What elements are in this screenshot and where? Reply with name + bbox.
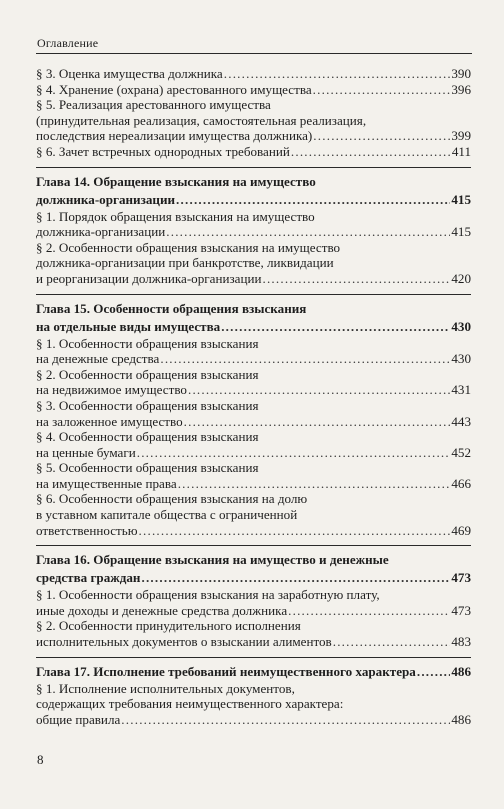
toc-page-number: 415	[451, 191, 471, 207]
toc-line	[36, 618, 471, 634]
toc-page-number: 431	[451, 382, 471, 398]
toc-line	[36, 271, 471, 287]
toc-chapter-title	[36, 551, 471, 587]
toc-line-text: ответственностью	[36, 522, 138, 538]
toc-page-number: 473	[451, 602, 471, 618]
toc-page-number: 430	[451, 318, 471, 334]
dot-leader	[221, 318, 450, 336]
toc-line	[36, 209, 471, 225]
dot-leader	[188, 382, 450, 398]
toc-chapter-title	[36, 300, 471, 336]
page-number: 8	[37, 752, 44, 767]
toc-line-text: на имущественные права	[36, 475, 177, 491]
toc-line-text: § 3. Особенности обращения взыскания	[36, 397, 259, 413]
toc-page-number: 430	[451, 351, 471, 367]
toc-line-text: § 4. Хранение (охрана) арестованного имущества	[36, 81, 312, 97]
toc-line	[36, 224, 471, 240]
toc-line	[36, 569, 471, 587]
toc-page-number: 443	[451, 413, 471, 429]
toc-entry	[36, 398, 471, 429]
toc-line	[36, 173, 471, 191]
toc-line-text: § 2. Особенности обращения взыскания	[36, 366, 259, 382]
toc-line	[36, 445, 471, 461]
toc-line	[36, 491, 471, 507]
dot-leader	[333, 634, 451, 650]
toc-line	[36, 712, 471, 728]
toc-line-text: Глава 16. Обращение взыскания на имущество и денежные	[36, 552, 389, 568]
toc-page-number: 486	[451, 711, 471, 727]
toc-page-number: 390	[451, 66, 471, 81]
toc-line-text: § 6. Особенности обращения взыскания на долю	[36, 491, 308, 507]
toc-line-text: § 5. Особенности обращения взыскания	[36, 460, 259, 476]
dot-leader	[176, 191, 450, 209]
toc-line-text: на ценные бумаги	[36, 444, 136, 460]
toc-line	[36, 587, 471, 603]
toc-line-text: на отдельные виды имущества	[36, 318, 221, 334]
toc-line	[36, 663, 471, 681]
toc-line	[36, 507, 471, 523]
toc-entry	[36, 618, 471, 649]
toc-entry	[36, 82, 471, 98]
toc-line-text: § 3. Оценка имущества должника	[36, 66, 223, 81]
toc-entry	[36, 144, 471, 160]
table-of-contents	[36, 66, 471, 734]
toc-line	[36, 318, 471, 336]
toc-line	[36, 398, 471, 414]
toc-line-text: иные доходы и денежные средства должника	[36, 602, 288, 618]
toc-line-text: содержащих требования неимущественного характера:	[36, 696, 344, 712]
toc-entry	[36, 491, 471, 538]
toc-line-text: (принудительная реализация, самостоятельная реализация,	[36, 112, 367, 128]
toc-line-text: должника-организации	[36, 191, 176, 207]
toc-line	[36, 300, 471, 318]
toc-line	[36, 255, 471, 271]
toc-line	[36, 367, 471, 383]
toc-entry	[36, 681, 471, 728]
toc-entry	[36, 66, 471, 82]
dot-leader	[137, 445, 451, 461]
dot-leader	[166, 224, 450, 240]
toc-line-text: на денежные средства	[36, 351, 160, 367]
dot-leader	[178, 476, 451, 492]
toc-line-text: средства граждан	[36, 570, 141, 586]
toc-line-text: и реорганизации должника-организации	[36, 270, 262, 286]
toc-page-number: 396	[451, 81, 471, 97]
toc-line	[36, 144, 471, 160]
dot-leader	[262, 271, 450, 287]
toc-entry	[36, 209, 471, 240]
toc-chapter-title	[36, 173, 471, 209]
dot-leader	[291, 144, 451, 160]
toc-line	[36, 82, 471, 98]
toc-line-text: § 1. Особенности обращения взыскания	[36, 335, 259, 351]
toc-line	[36, 113, 471, 129]
toc-page-number: 399	[451, 128, 471, 144]
toc-entry	[36, 336, 471, 367]
toc-line-text: в уставном капитале общества с ограниченной	[36, 507, 298, 523]
toc-page-number: 420	[451, 270, 471, 286]
dot-leader	[184, 414, 451, 430]
toc-line	[36, 351, 471, 367]
toc-line	[36, 696, 471, 712]
toc-page-number: 483	[451, 634, 471, 650]
toc-line-text: § 4. Особенности обращения взыскания	[36, 429, 259, 445]
dot-leader	[417, 663, 451, 681]
toc-entry	[36, 367, 471, 398]
toc-entry	[36, 460, 471, 491]
toc-line	[36, 460, 471, 476]
toc-line	[36, 336, 471, 352]
toc-line-text: на заложенное имущество	[36, 413, 183, 429]
dot-leader	[224, 66, 451, 82]
dot-leader	[288, 603, 450, 619]
toc-line	[36, 66, 471, 82]
toc-entry	[36, 429, 471, 460]
toc-entry	[36, 97, 471, 144]
toc-line-text: Глава 15. Особенности обращения взыскания	[36, 300, 307, 316]
toc-line	[36, 414, 471, 430]
toc-page-number: 473	[451, 570, 471, 586]
toc-line-text: § 1. Исполнение исполнительных документов,	[36, 680, 295, 696]
toc-line-text: общие правила	[36, 711, 121, 727]
dot-leader	[121, 712, 450, 728]
toc-line-text: на недвижимое имущество	[36, 382, 187, 398]
dot-leader	[313, 128, 450, 144]
toc-line-text: должника-организации при банкротстве, ликвидации	[36, 255, 334, 271]
toc-chapter	[36, 167, 471, 287]
toc-line	[36, 603, 471, 619]
toc-line-text: § 1. Порядок обращения взыскания на имущество	[36, 208, 315, 224]
toc-line	[36, 681, 471, 697]
toc-line-text: Глава 17. Исполнение требований неимущественного характера	[36, 663, 416, 679]
toc-line-text: Глава 14. Обращение взыскания на имущество	[36, 173, 316, 189]
header-divider	[36, 53, 472, 54]
toc-page-number: 486	[451, 663, 471, 679]
toc-page-number: 469	[451, 522, 471, 538]
toc-line	[36, 634, 471, 650]
dot-leader	[160, 351, 450, 367]
toc-line	[36, 551, 471, 569]
toc-page-number: 466	[451, 475, 471, 491]
toc-line	[36, 128, 471, 144]
toc-entry	[36, 240, 471, 287]
toc-line	[36, 97, 471, 113]
toc-entry	[36, 587, 471, 618]
toc-chapter-title	[36, 663, 471, 681]
toc-line-text: § 6. Зачет встречных однородных требований	[36, 143, 290, 159]
toc-line	[36, 476, 471, 492]
toc-chapter	[36, 294, 471, 539]
toc-line	[36, 240, 471, 256]
toc-page-number: 452	[451, 444, 471, 460]
toc-line	[36, 191, 471, 209]
toc-line-text: § 5. Реализация арестованного имущества	[36, 97, 271, 113]
dot-leader	[141, 569, 450, 587]
toc-line-text: § 2. Особенности обращения взыскания на имущество	[36, 239, 341, 255]
toc-line-text: § 2. Особенности принудительного исполнения	[36, 618, 301, 634]
toc-line-text: § 1. Особенности обращения взыскания на заработную плату,	[36, 587, 380, 603]
toc-line	[36, 382, 471, 398]
toc-chapter	[36, 657, 471, 728]
toc-chapter	[36, 66, 471, 160]
dot-leader	[313, 82, 451, 98]
toc-chapter	[36, 545, 471, 649]
toc-line-text: должника-организации	[36, 224, 166, 240]
toc-line-text: последствия нереализации имущества должника)	[36, 128, 313, 144]
toc-page-number: 411	[451, 143, 471, 159]
toc-page-number: 415	[451, 224, 471, 240]
toc-line	[36, 523, 471, 539]
toc-line-text: исполнительных документов о взыскании алиментов	[36, 634, 332, 650]
toc-line	[36, 429, 471, 445]
running-header: Оглавление	[37, 36, 99, 50]
dot-leader	[139, 523, 451, 539]
